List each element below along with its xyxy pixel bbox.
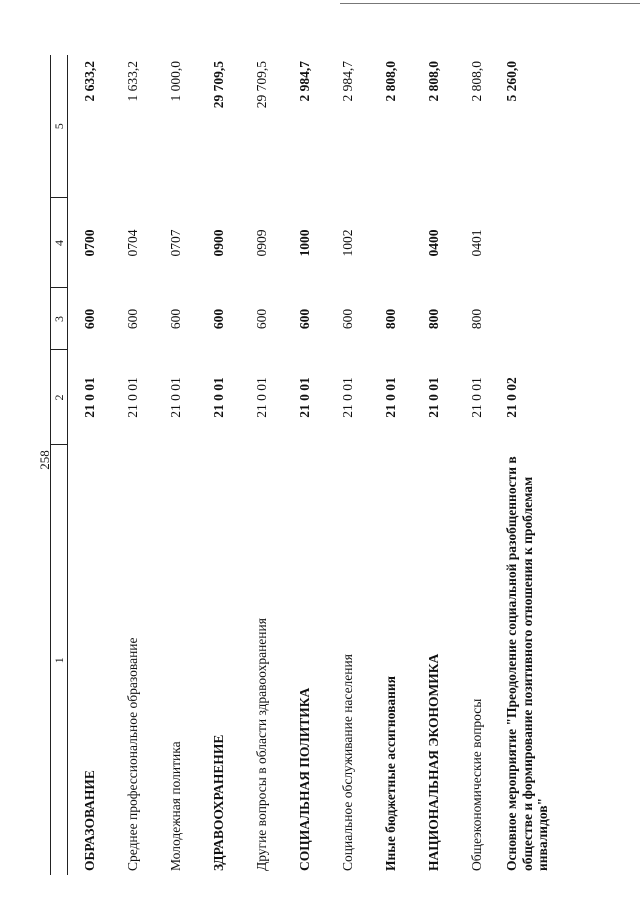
table-row — [111, 55, 154, 875]
cell-section-code: 1002 — [339, 229, 355, 257]
cell-section-code: 0401 — [468, 229, 484, 257]
cell-item-name: Основное мероприятие "Преодоление социальной разобщенности в обществе и формирование позитивного отношения к проблемам инвалидов" — [504, 456, 551, 871]
cell-target-code: 21 0 01 — [210, 377, 226, 418]
cell-item-name: Другие вопросы в области здравоохранения — [253, 618, 269, 871]
header-col-3: 3 — [51, 288, 68, 350]
cell-target-code: 21 0 01 — [468, 377, 484, 418]
cell-expense-type-code: 600 — [210, 308, 226, 330]
cell-amount: 1 633,2 — [124, 61, 140, 102]
cell-target-code: 21 0 01 — [167, 377, 183, 418]
table-row — [283, 55, 326, 875]
cell-section-code — [369, 198, 412, 288]
header-col-1: 1 — [51, 445, 68, 875]
cell-expense-type-code: 800 — [468, 308, 484, 330]
cell-item-name: СОЦИАЛЬНАЯ ПОЛИТИКА — [296, 687, 312, 871]
cell-expense-type-code: 600 — [81, 308, 97, 330]
table-row — [197, 55, 240, 875]
rotated-page-content — [50, 55, 620, 875]
cell-target-code: 21 0 01 — [382, 377, 398, 418]
table-body — [68, 55, 601, 875]
cell-amount: 2 984,7 — [339, 61, 355, 102]
cell-section-code: 0900 — [210, 229, 226, 257]
cell-target-code: 21 0 01 — [124, 377, 140, 418]
cell-section-code: 0704 — [124, 229, 140, 257]
cell-amount: 29 709,5 — [253, 61, 269, 109]
cell-amount: 2 808,0 — [382, 61, 398, 102]
header-row — [51, 55, 68, 875]
table-row — [369, 55, 412, 875]
cell-item-name: НАЦИОНАЛЬНАЯ ЭКОНОМИКА — [425, 653, 441, 871]
cell-expense-type-code: 600 — [124, 308, 140, 330]
cell-amount: 2 808,0 — [425, 61, 441, 102]
cell-amount: 2 633,2 — [81, 61, 97, 102]
cell-item-name: Среднее профессиональное образование — [124, 637, 140, 871]
table-row — [455, 55, 498, 875]
top-rule — [340, 3, 640, 4]
cell-target-code: 21 0 01 — [296, 377, 312, 418]
cell-section-code: 1000 — [296, 229, 312, 257]
cell-expense-type-code: 600 — [167, 308, 183, 330]
header-col-2: 2 — [51, 350, 68, 445]
cell-expense-type-code: 600 — [339, 308, 355, 330]
cell-section-code: 0400 — [425, 229, 441, 257]
table-row — [326, 55, 369, 875]
cell-expense-type-code — [498, 288, 600, 350]
cell-item-name: Молодежная политика — [167, 741, 183, 871]
budget-table — [50, 55, 600, 875]
cell-item-name: Общеэкономические вопросы — [468, 698, 484, 871]
cell-amount: 1 000,0 — [167, 61, 183, 102]
page-number: 258 — [36, 450, 52, 470]
cell-expense-type-code: 800 — [382, 308, 398, 330]
cell-target-code: 21 0 01 — [253, 377, 269, 418]
cell-target-code: 21 0 01 — [425, 377, 441, 418]
cell-amount: 2 808,0 — [468, 61, 484, 102]
cell-target-code: 21 0 01 — [339, 377, 355, 418]
cell-item-name: Иные бюджетные ассигнования — [382, 676, 398, 871]
cell-item-name: Социальное обслуживание населения — [339, 654, 355, 871]
header-col-5: 5 — [51, 55, 68, 198]
table-row — [498, 55, 600, 875]
table-row — [412, 55, 455, 875]
cell-expense-type-code: 800 — [425, 308, 441, 330]
cell-expense-type-code: 600 — [296, 308, 312, 330]
cell-target-code: 21 0 02 — [504, 377, 519, 418]
cell-amount: 2 984,7 — [296, 61, 312, 102]
cell-expense-type-code: 600 — [253, 308, 269, 330]
cell-item-name: ОБРАЗОВАНИЕ — [81, 770, 97, 871]
cell-section-code — [498, 198, 600, 288]
cell-target-code: 21 0 01 — [81, 377, 97, 418]
table-row — [240, 55, 283, 875]
table-row — [68, 55, 112, 875]
cell-item-name: ЗДРАВООХРАНЕНИЕ — [210, 734, 226, 871]
header-col-4: 4 — [51, 198, 68, 288]
cell-amount: 5 260,0 — [504, 61, 519, 102]
cell-section-code: 0700 — [81, 229, 97, 257]
cell-section-code: 0909 — [253, 229, 269, 257]
cell-section-code: 0707 — [167, 229, 183, 257]
table-row — [154, 55, 197, 875]
cell-amount: 29 709,5 — [210, 61, 226, 109]
